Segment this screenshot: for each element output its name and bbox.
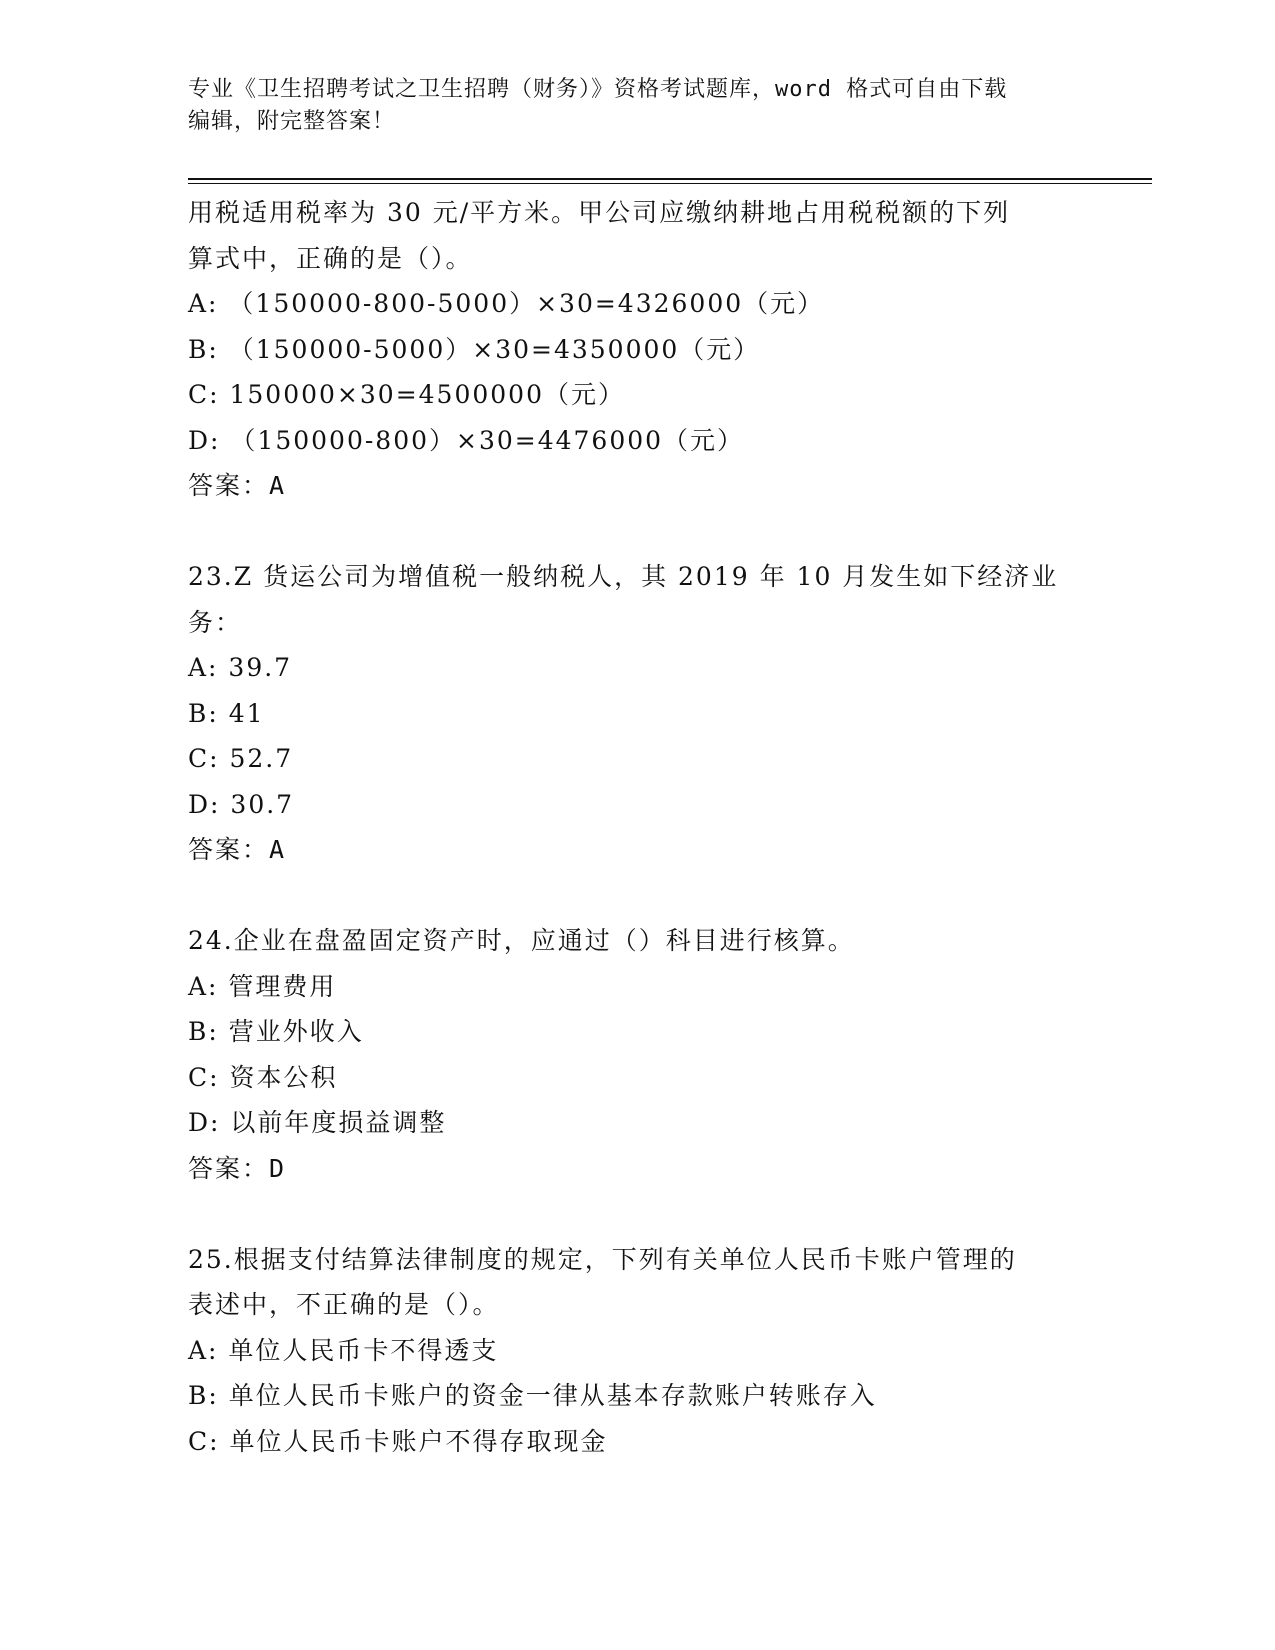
option-b: B: 营业外收入 <box>188 1017 364 1046</box>
spacer <box>188 873 1088 919</box>
answer-label: 答案： <box>188 835 270 864</box>
answer-value: D <box>269 1153 287 1183</box>
question-25 <box>188 1237 1088 1465</box>
option-b: B: 单位人民币卡账户的资金一律从基本存款账户转账存入 <box>188 1381 877 1410</box>
answer-value: A <box>269 835 287 864</box>
question-stem-line: 25.根据支付结算法律制度的规定，下列有关单位人民币卡账户管理的 <box>188 1244 1017 1274</box>
answer <box>188 463 1088 509</box>
question-stem-line: 务： <box>188 607 243 637</box>
question-stem-line: 算式中，正确的是（）。 <box>188 243 473 273</box>
answer-value: A <box>269 471 287 500</box>
question-22 <box>188 190 1088 509</box>
header-rule-thick <box>188 178 1152 180</box>
option-d: D: （150000-800）×30=4476000（元） <box>188 425 745 455</box>
option-c: C: 单位人民币卡账户不得存取现金 <box>188 1426 608 1456</box>
answer <box>188 827 1088 873</box>
question-content <box>188 190 1088 1464</box>
question-24 <box>188 918 1088 1191</box>
answer <box>188 1146 1088 1192</box>
header-line-2: 编辑，附完整答案！ <box>188 109 396 134</box>
question-stem-line: 表述中，不正确的是（）。 <box>188 1290 500 1319</box>
document-header <box>188 74 1088 138</box>
option-d: D: 以前年度损益调整 <box>188 1108 447 1137</box>
option-b: B: （150000-5000）×30=4350000（元） <box>188 334 761 364</box>
question-stem-line: 用税适用税率为 30 元/平方米。甲公司应缴纳耕地占用税税额的下列 <box>188 198 1011 227</box>
question-stem-line: 23.Z 货运公司为增值税一般纳税人，其 2019 年 10 月发生如下经济业 <box>188 562 1059 591</box>
question-23 <box>188 554 1088 873</box>
option-a: A: 管理费用 <box>188 971 337 1001</box>
option-c: C: 资本公积 <box>188 1062 338 1092</box>
option-c: C: 52.7 <box>188 744 294 773</box>
question-stem-line: 24.企业在盘盈固定资产时，应通过（）科目进行核算。 <box>188 926 855 955</box>
option-a: A: 39.7 <box>188 653 293 682</box>
answer-label: 答案： <box>188 471 270 500</box>
header-rule-thin <box>188 183 1152 184</box>
option-b: B: 41 <box>188 698 265 728</box>
option-a: A: 单位人民币卡不得透支 <box>188 1335 499 1365</box>
option-d: D: 30.7 <box>188 789 295 819</box>
spacer <box>188 1191 1088 1237</box>
option-c: C: 150000×30=4500000（元） <box>188 380 625 409</box>
header-line-1: 专业《卫生招聘考试之卫生招聘（财务）》资格考试题库，word 格式可自由下载 <box>188 77 1008 102</box>
option-a: A: （150000-800-5000）×30=4326000（元） <box>188 289 825 318</box>
answer-label: 答案： <box>188 1153 270 1183</box>
spacer <box>188 509 1088 555</box>
